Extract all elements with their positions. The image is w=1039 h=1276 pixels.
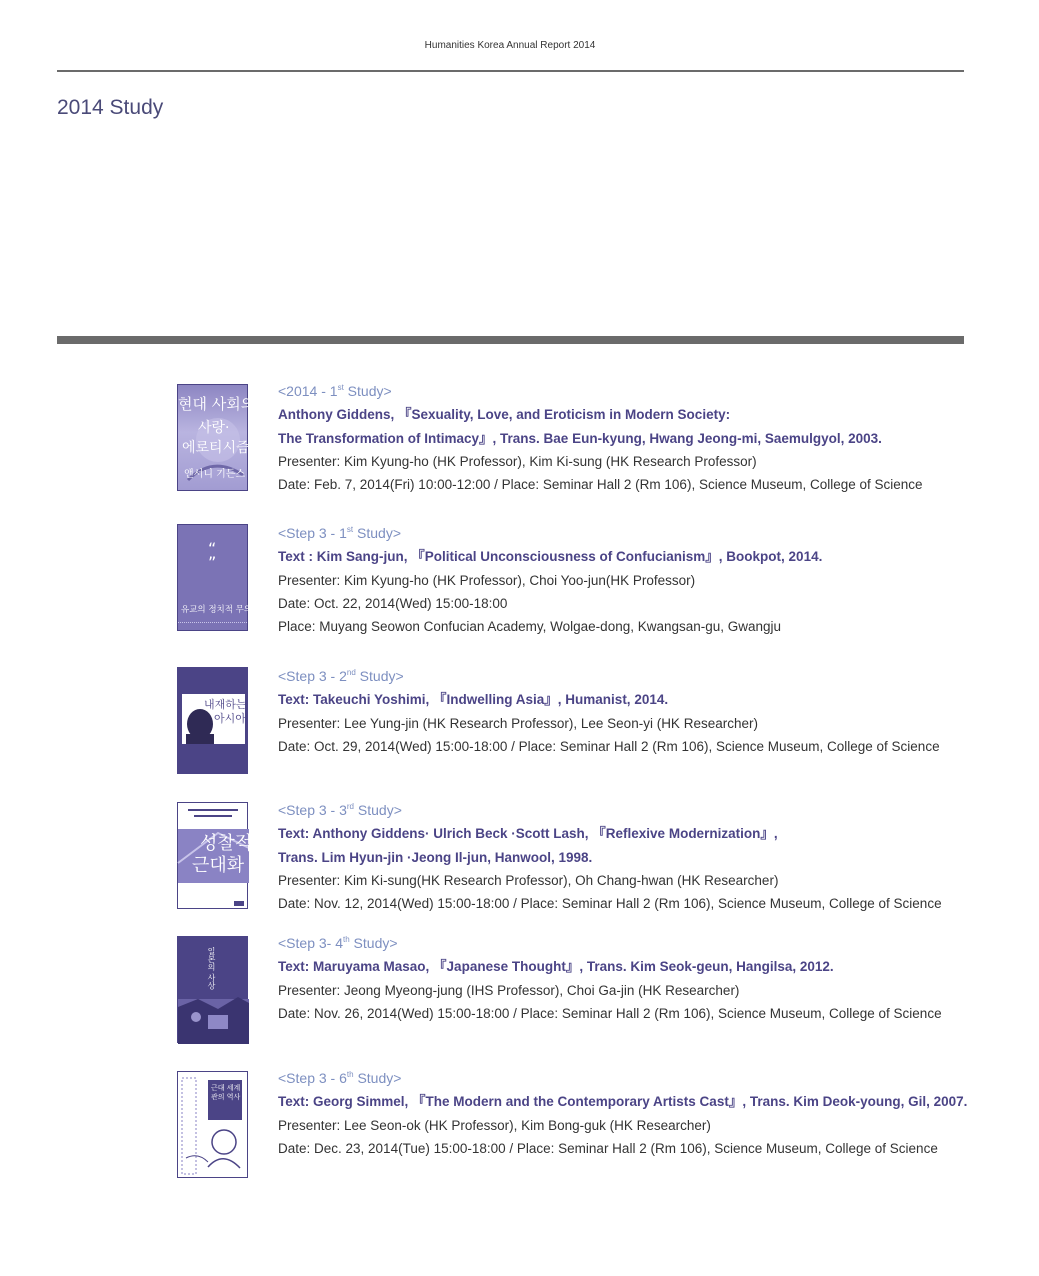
cover-title-text: 일본의 사상 (207, 947, 216, 990)
section-divider (57, 336, 964, 344)
work-citation: Trans. Lim Hyun-jin ·Jeong Il-jun, Hanwool, 1998. (278, 849, 593, 865)
date-place-info: Date: Dec. 23, 2014(Tue) 15:00-18:00 / Place: Seminar Hall 2 (Rm 106), Science Museum, College of Science (278, 1140, 938, 1156)
presenter-info: Presenter: Lee Seon-ok (HK Professor), Kim Bong-guk (HK Researcher) (278, 1117, 711, 1133)
header-rule (57, 70, 964, 72)
work-citation: Anthony Giddens, 『Sexuality, Love, and Eroticism in Modern Society: (278, 407, 731, 423)
date-place-info: Date: Nov. 26, 2014(Wed) 15:00-18:00 / Place: Seminar Hall 2 (Rm 106), Science Museum, College of Science (278, 1005, 942, 1021)
study-heading: <Step 3 - 6th Study> (278, 1070, 402, 1086)
study-heading: <Step 3 - 1st Study> (278, 525, 401, 541)
work-citation: Text: Maruyama Masao, 『Japanese Thought』, Trans. Kim Seok-geun, Hangilsa, 2012. (278, 959, 834, 975)
place-info: Place: Muyang Seowon Confucian Academy, Wolgae-dong, Kwangsan-gu, Gwangju (278, 619, 782, 635)
cover-title-text: 유교의 정치적 무의식 (181, 605, 261, 615)
cover-author-text: 앤서니 기든스 (184, 469, 246, 480)
presenter-info: Presenter: Kim Ki-sung(HK Research Professor), Oh Chang-hwan (HK Researcher) (278, 872, 779, 888)
cover-title-text: 에로티시즘 (182, 440, 250, 456)
work-citation: Text: Georg Simmel, 『The Modern and the Contemporary Artists Cast』, Trans. Kim Deok-young, Gil, 2007. (278, 1094, 968, 1110)
book-cover-image (177, 802, 253, 909)
cover-quote-mark: ” (208, 553, 217, 572)
book-cover-image (177, 384, 256, 491)
cover-quote-mark: “ (208, 539, 217, 558)
cover-title-text: 아시아 (214, 712, 246, 725)
presenter-info: Presenter: Kim Kyung-ho (HK Professor), Kim Ki-sung (HK Research Professor) (278, 453, 757, 469)
date-place-info: Date: Feb. 7, 2014(Fri) 10:00-12:00 / Place: Seminar Hall 2 (Rm 106), Science Museum, College of Science (278, 477, 923, 493)
book-cover-image (177, 936, 248, 1043)
cover-title-text: 근대화 (192, 855, 245, 876)
work-citation: Text : Kim Sang-jun, 『Political Unconsciousness of Confucianism』, Bookpot, 2014. (278, 549, 823, 565)
book-cover-image (177, 1071, 248, 1178)
date-place-info: Date: Oct. 29, 2014(Wed) 15:00-18:00 / Place: Seminar Hall 2 (Rm 106), Science Museum, College of Science (278, 738, 940, 754)
presenter-info: Presenter: Kim Kyung-ho (HK Professor), Choi Yoo-jun(HK Professor) (278, 572, 696, 588)
cover-title-text: 근대 세계관의 역사 (211, 1084, 241, 1101)
work-citation: Text: Takeuchi Yoshimi, 『Indwelling Asia』, Humanist, 2014. (278, 692, 669, 708)
cover-title-text: 내재하는 (204, 698, 247, 711)
page-title: 2014 Study (57, 96, 164, 119)
work-citation: The Transformation of Intimacy』, Trans. Bae Eun-kyung, Hwang Jeong-mi, Saemulgyol, 2003. (278, 430, 882, 446)
cover-title-text: 현대 사회의 (178, 395, 256, 413)
study-heading: <Step 3 - 3rd Study> (278, 802, 402, 818)
presenter-info: Presenter: Jeong Myeong-jung (IHS Professor), Choi Ga-jin (HK Researcher) (278, 982, 740, 998)
study-heading: <2014 - 1st Study> (278, 383, 392, 399)
work-citation: Text: Anthony Giddens· Ulrich Beck ·Scott Lash, 『Reflexive Modernization』, (278, 826, 778, 842)
date-info: Date: Oct. 22, 2014(Wed) 15:00-18:00 (278, 595, 508, 611)
study-heading: <Step 3- 4th Study> (278, 935, 398, 951)
book-cover-image (177, 667, 248, 774)
presenter-info: Presenter: Lee Yung-jin (HK Research Professor), Lee Seon-yi (HK Researcher) (278, 715, 758, 731)
running-header: Humanities Korea Annual Report 2014 (424, 40, 596, 51)
study-heading: <Step 3 - 2nd Study> (278, 668, 404, 684)
book-cover-image (177, 524, 261, 631)
cover-title-text: 성찰적 (200, 833, 253, 854)
date-place-info: Date: Nov. 12, 2014(Wed) 15:00-18:00 / Place: Seminar Hall 2 (Rm 106), Science Museum, College of Science (278, 896, 942, 912)
cover-title-text: 사랑· (198, 420, 230, 436)
